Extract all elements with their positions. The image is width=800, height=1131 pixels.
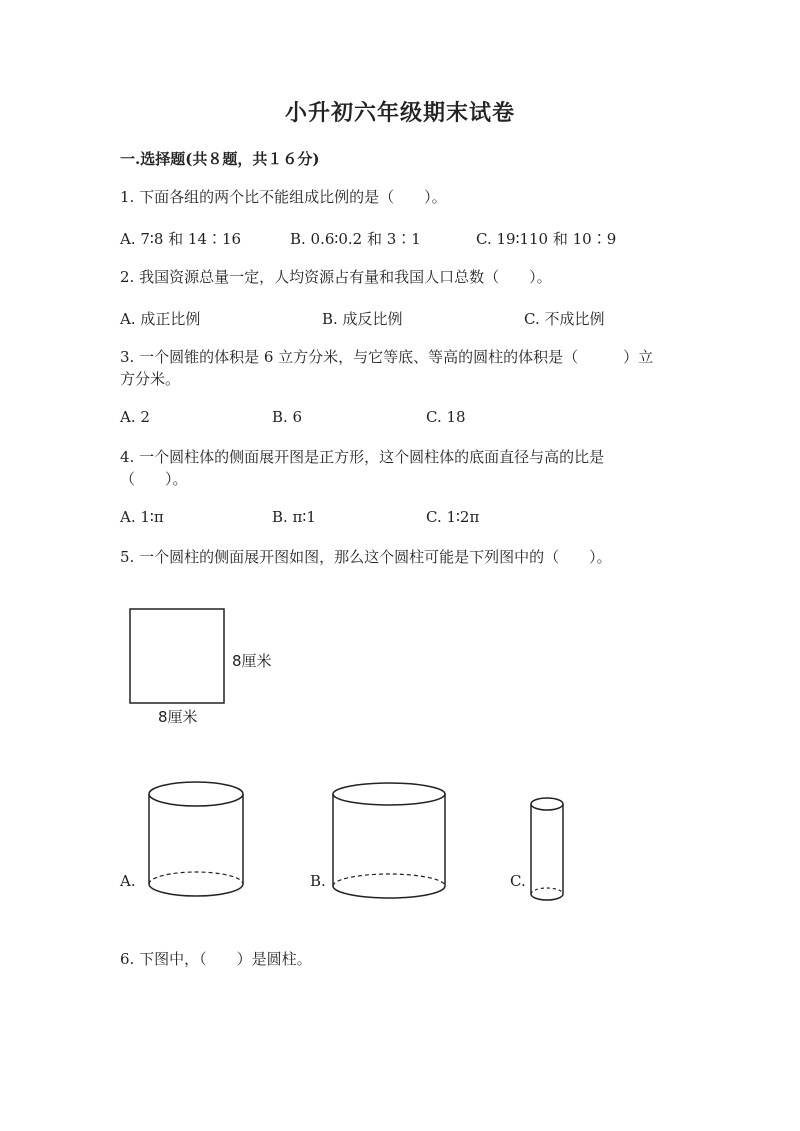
section-heading: 一.选择题(共８题，共１６分) — [120, 150, 320, 168]
q5-option-c: C. — [510, 872, 526, 890]
question-3-line2: 方分米。 — [120, 370, 181, 388]
q3-option-a: A. 2 — [120, 408, 150, 426]
q1-option-c: C. 19∶110 和 10∶9 — [476, 230, 617, 248]
question-5: 5. 一个圆柱的侧面展开图如图，那么这个圆柱可能是下列图中的（ ）。 — [120, 548, 612, 566]
question-6: 6. 下图中，（ ）是圆柱。 — [120, 950, 312, 968]
cylinder-a-figure — [144, 776, 248, 906]
question-4-line2: （ ）。 — [120, 470, 188, 488]
q1-option-a: A. 7∶8 和 14∶16 — [120, 230, 242, 248]
q2-option-c: C. 不成比例 — [524, 310, 605, 328]
q5-option-b: B. — [310, 872, 326, 890]
q2-option-b: B. 成反比例 — [322, 310, 403, 328]
q4-option-c: C. 1∶2π — [426, 508, 480, 526]
question-1: 1. 下面各组的两个比不能组成比例的是（ ）。 — [120, 188, 447, 206]
square-net-figure — [126, 604, 230, 706]
q5-option-a: A. — [120, 872, 136, 890]
square-side-label: 8厘米 — [232, 652, 272, 670]
q4-option-b: B. π∶1 — [272, 508, 316, 526]
square-bottom-label: 8厘米 — [158, 708, 198, 726]
cylinder-b-figure — [329, 780, 451, 906]
question-4-line1: 4. 一个圆柱体的侧面展开图是正方形，这个圆柱体的底面直径与高的比是 — [120, 448, 605, 466]
cylinder-c-figure — [528, 794, 566, 904]
question-3-line1: 3. 一个圆锥的体积是 6 立方分米，与它等底、等高的圆柱的体积是（ ）立 — [120, 348, 654, 366]
q2-option-a: A. 成正比例 — [120, 310, 201, 328]
page-title: 小升初六年级期末试卷 — [284, 100, 515, 126]
q3-option-c: C. 18 — [426, 408, 466, 426]
q4-option-a: A. 1∶π — [120, 508, 164, 526]
q3-option-b: B. 6 — [272, 408, 303, 426]
q1-option-b: B. 0.6∶0.2 和 3∶1 — [290, 230, 421, 248]
question-2: 2. 我国资源总量一定，人均资源占有量和我国人口总数（ ）。 — [120, 268, 552, 286]
